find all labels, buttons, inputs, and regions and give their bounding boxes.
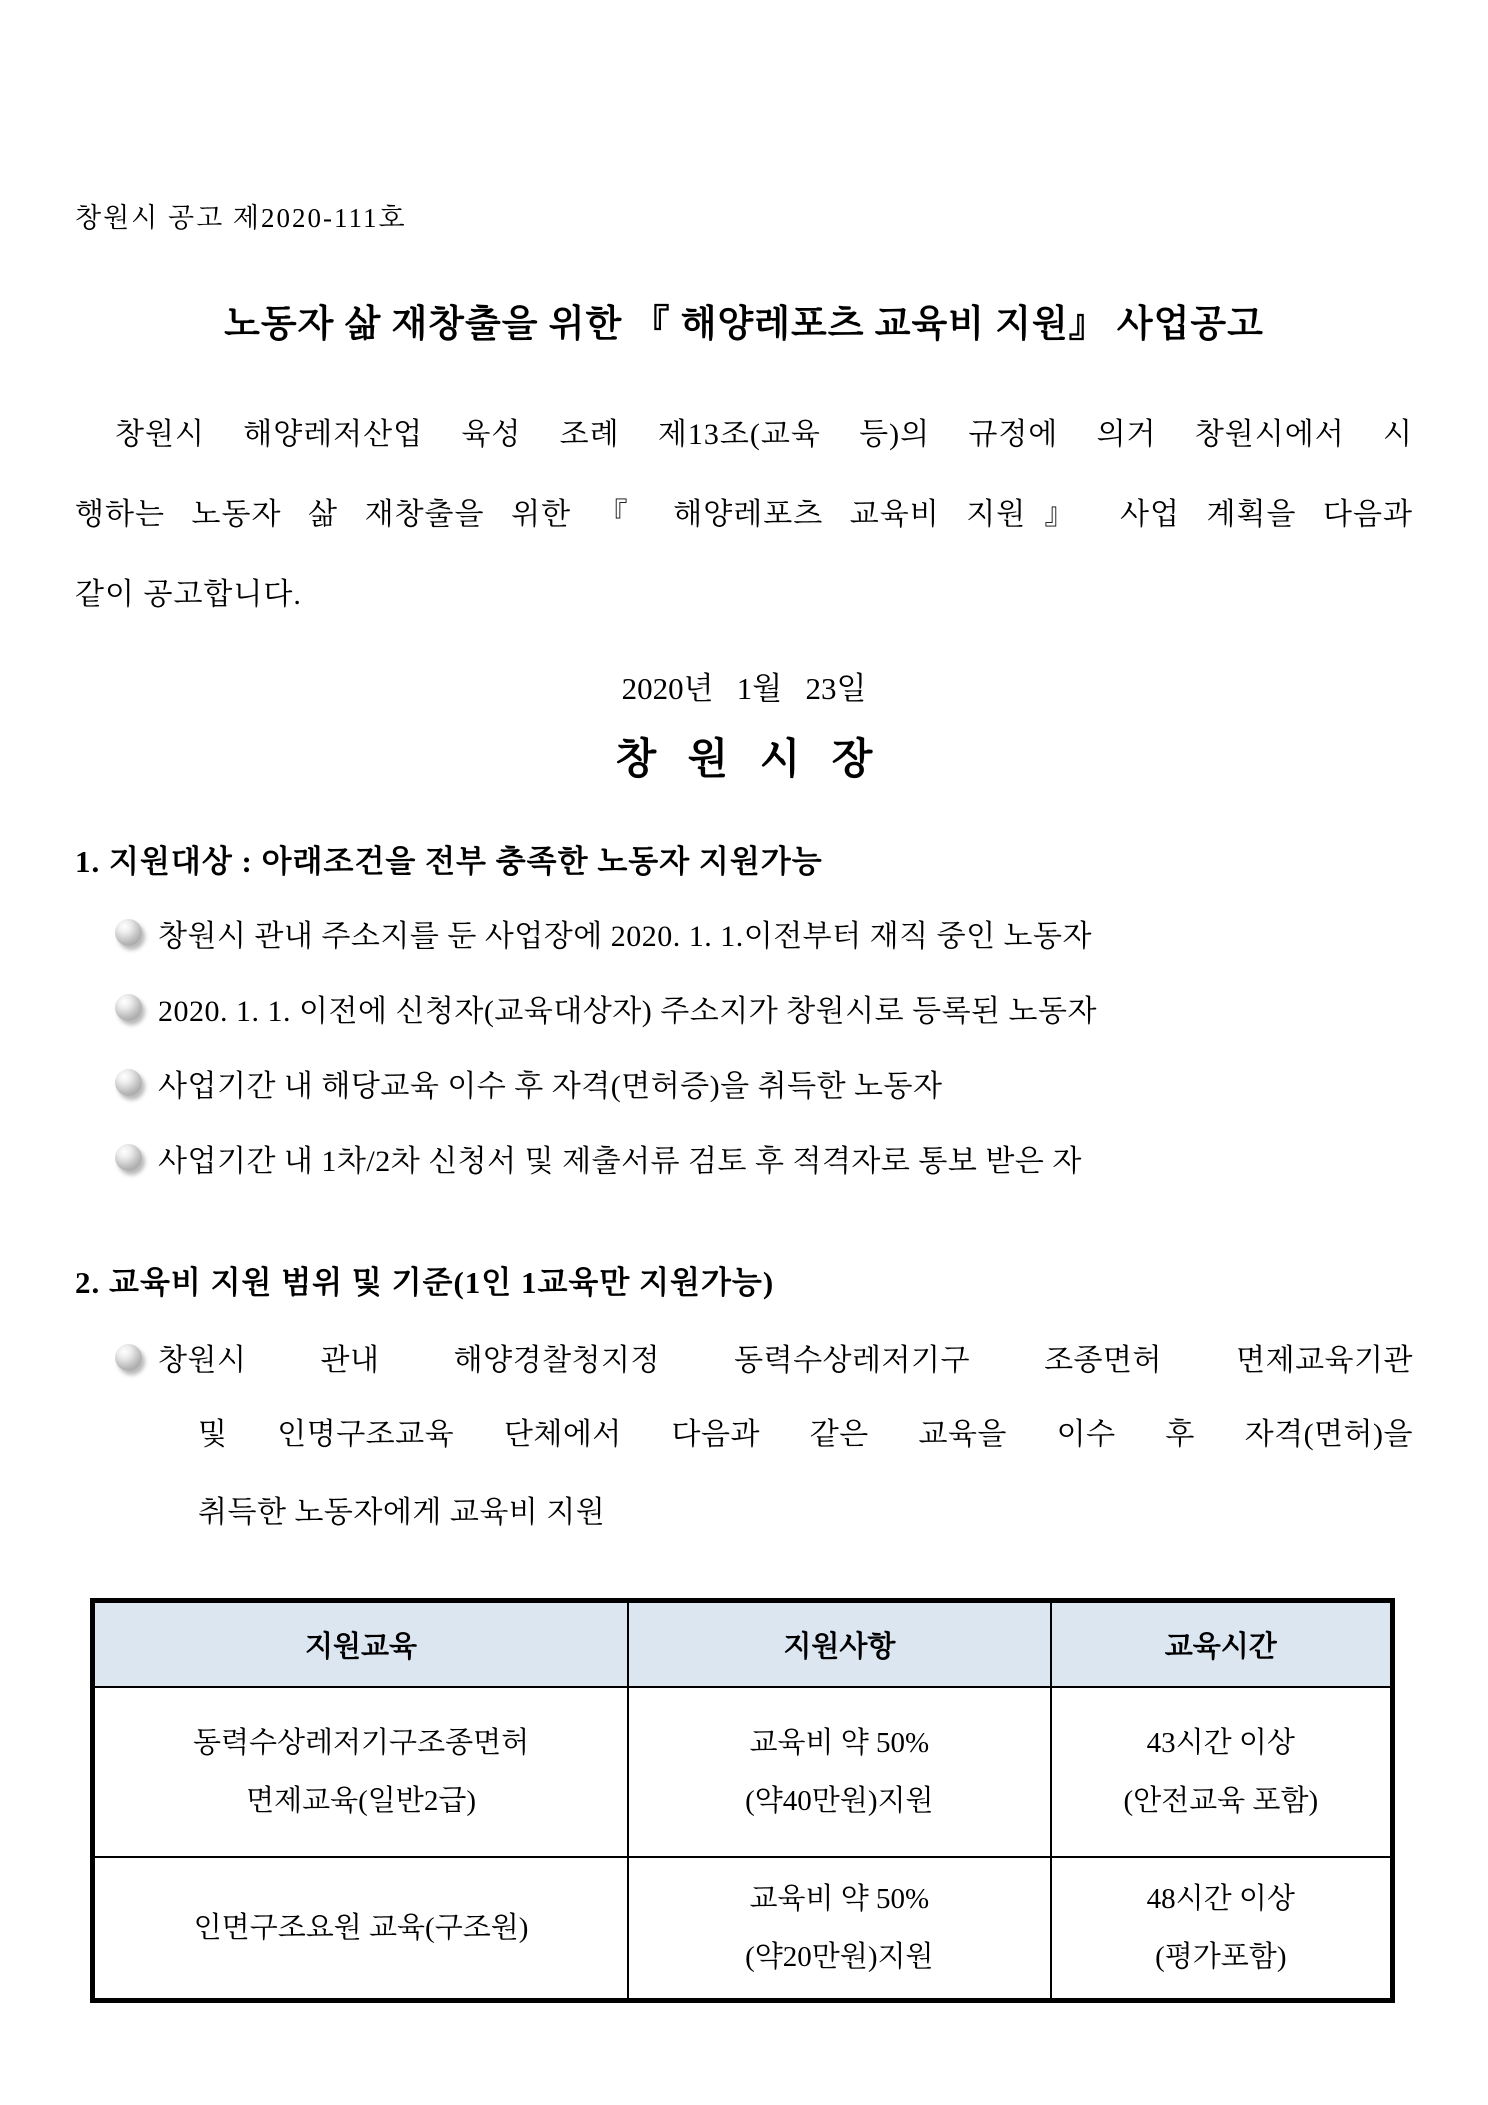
education-support-table bbox=[90, 1598, 1395, 2003]
intro-line: 행하는 노동자 삶 재창출을 위한 『 해양레포츠 교육비 지원』 사업 계획을 다음과 bbox=[75, 498, 1413, 531]
announcement-date: 2020년 1월 23일 bbox=[621, 671, 867, 706]
cell-line: 교육비 약 50% bbox=[749, 1882, 930, 1915]
list-item-text: 창원시 관내 주소지를 둔 사업장에 2020. 1. 1.이전부터 재직 중인 노동자 bbox=[158, 919, 1092, 953]
sphere-bullet-icon bbox=[115, 1344, 142, 1371]
list-item bbox=[75, 1045, 1413, 1120]
list-item-continuation: 취득한 노동자에게 교육비 지원 bbox=[198, 1496, 606, 1529]
list-item-text: 사업기간 내 해당교육 이수 후 자격(면허증)을 취득한 노동자 bbox=[158, 1069, 943, 1103]
list-item bbox=[75, 1120, 1413, 1195]
cell-line: (약40만원)지원 bbox=[745, 1784, 934, 1817]
doc-number: 창원시 공고 제2020-111호 bbox=[75, 203, 407, 233]
list-item bbox=[75, 970, 1413, 1045]
cell-line: 동력수상레저기구조종면허 bbox=[192, 1726, 530, 1759]
table-header-cell: 교육시간 bbox=[1051, 1601, 1393, 1687]
table-row bbox=[93, 1857, 1393, 2001]
cell-line: 인면구조요원 교육(구조원) bbox=[193, 1911, 529, 1944]
cell-line: 48시간 이상 bbox=[1146, 1882, 1295, 1915]
sphere-bullet-icon bbox=[115, 994, 142, 1021]
education-cell bbox=[93, 1857, 629, 2001]
table-row bbox=[93, 1687, 1393, 1857]
sphere-bullet-icon bbox=[115, 919, 142, 946]
intro-paragraph bbox=[75, 395, 1413, 635]
section2-bullet bbox=[75, 1318, 1413, 1552]
list-item-text: 2020. 1. 1. 이전에 신청자(교육대상자) 주소지가 창원시로 등록된 노동자 bbox=[158, 994, 1097, 1028]
list-item-text: 창원시 관내 해양경찰청지정 동력수상레저기구 조종면허 면제교육기관 bbox=[158, 1344, 1413, 1377]
mayor-signature: 창 원 시 장 bbox=[615, 737, 873, 783]
support-cell bbox=[628, 1687, 1051, 1857]
list-item bbox=[75, 895, 1413, 970]
support-cell bbox=[628, 1857, 1051, 2001]
cell-line: 면제교육(일반2급) bbox=[246, 1784, 476, 1817]
intro-line: 같이 공고합니다. bbox=[75, 578, 302, 611]
section1-heading: 1. 지원대상 : 아래조건을 전부 충족한 노동자 지원가능 bbox=[75, 844, 823, 879]
table-header-cell: 지원교육 bbox=[93, 1601, 629, 1687]
list-item-text: 사업기간 내 1차/2차 신청서 및 제출서류 검토 후 적격자로 통보 받은 자 bbox=[158, 1144, 1082, 1178]
intro-line: 창원시 해양레저산업 육성 조례 제13조(교육 등)의 규정에 의거 창원시에서 시 bbox=[115, 418, 1413, 451]
cell-line: (안전교육 포함) bbox=[1123, 1784, 1319, 1817]
page-title: 노동자 삶 재창출을 위한 『 해양레포츠 교육비 지원』 사업공고 bbox=[224, 304, 1264, 345]
table-header-row bbox=[93, 1601, 1393, 1687]
hours-cell bbox=[1051, 1857, 1393, 2001]
hours-cell bbox=[1051, 1687, 1393, 1857]
education-cell bbox=[93, 1687, 629, 1857]
cell-line: (평가포함) bbox=[1155, 1940, 1287, 1973]
table-header-cell: 지원사항 bbox=[628, 1601, 1051, 1687]
sphere-bullet-icon bbox=[115, 1144, 142, 1171]
list-item bbox=[75, 1318, 1413, 1396]
section2-heading: 2. 교육비 지원 범위 및 기준(1인 1교육만 지원가능) bbox=[75, 1265, 775, 1300]
cell-line: 43시간 이상 bbox=[1146, 1726, 1295, 1759]
cell-line: (약20만원)지원 bbox=[745, 1940, 934, 1973]
cell-line: 교육비 약 50% bbox=[749, 1726, 930, 1759]
list-item-continuation: 및 인명구조교육 단체에서 다음과 같은 교육을 이수 후 자격(면허)을 bbox=[198, 1418, 1413, 1451]
section1-bullet-list bbox=[75, 895, 1413, 1195]
sphere-bullet-icon bbox=[115, 1069, 142, 1096]
